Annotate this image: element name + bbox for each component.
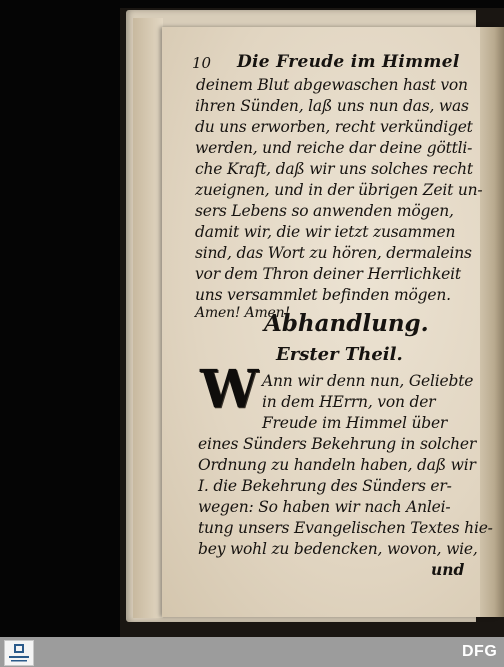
- treatise-line: wegen: So haben wir nach Anlei-: [198, 498, 451, 516]
- treatise-line: Ann wir denn nun, Geliebte: [262, 372, 474, 390]
- body-line: werden, und reiche dar deine göttli-: [195, 139, 473, 157]
- body-line: deinem Blut abgewaschen hast von: [196, 76, 468, 94]
- body-line: sind, das Wort zu hören, dermaleins: [195, 244, 472, 262]
- treatise-line: tung unsers Evangelischen Textes hie-: [198, 519, 493, 537]
- viewer-footer-bar: [0, 637, 504, 667]
- sub-heading: Erster Theil.: [276, 344, 403, 365]
- body-line: vor dem Thron deiner Herrlichkeit: [195, 265, 461, 283]
- treatise-line: I. die Bekehrung des Sünders er-: [198, 477, 452, 495]
- treatise-line: Ordnung zu handeln haben, daß wir: [198, 456, 476, 474]
- page-stack-edge: [133, 18, 163, 618]
- body-line: zueignen, und in der übrigen Zeit un-: [195, 181, 483, 199]
- treatise-line: eines Sünders Bekehrung in solcher: [198, 435, 477, 453]
- treatise-line: in dem HErrn, von der: [262, 393, 436, 411]
- body-line: du uns erworben, recht verkündiget: [195, 118, 473, 136]
- section-heading: Abhandlung.: [264, 310, 429, 337]
- body-line: damit wir, die wir ietzt zusammen: [195, 223, 456, 241]
- body-line: sers Lebens so anwenden mögen,: [195, 202, 454, 220]
- treatise-line: bey wohl zu bedencken, wovon, wie,: [198, 540, 478, 558]
- body-line: uns versammlet befinden mögen.: [195, 286, 451, 304]
- catchword: und: [431, 560, 465, 579]
- treatise-line: Freude im Himmel über: [262, 414, 448, 432]
- running-title: Die Freude im Himmel: [237, 52, 460, 72]
- body-line: ihren Sünden, laß uns nun das, was: [195, 97, 469, 115]
- library-logo[interactable]: [4, 640, 34, 666]
- decorated-initial: W: [200, 359, 259, 420]
- body-line: Amen! Amen!: [195, 305, 290, 321]
- body-line: che Kraft, daß wir uns solches recht: [195, 160, 473, 178]
- page-number: 10: [192, 54, 212, 72]
- dfg-logo[interactable]: DFG: [462, 643, 498, 660]
